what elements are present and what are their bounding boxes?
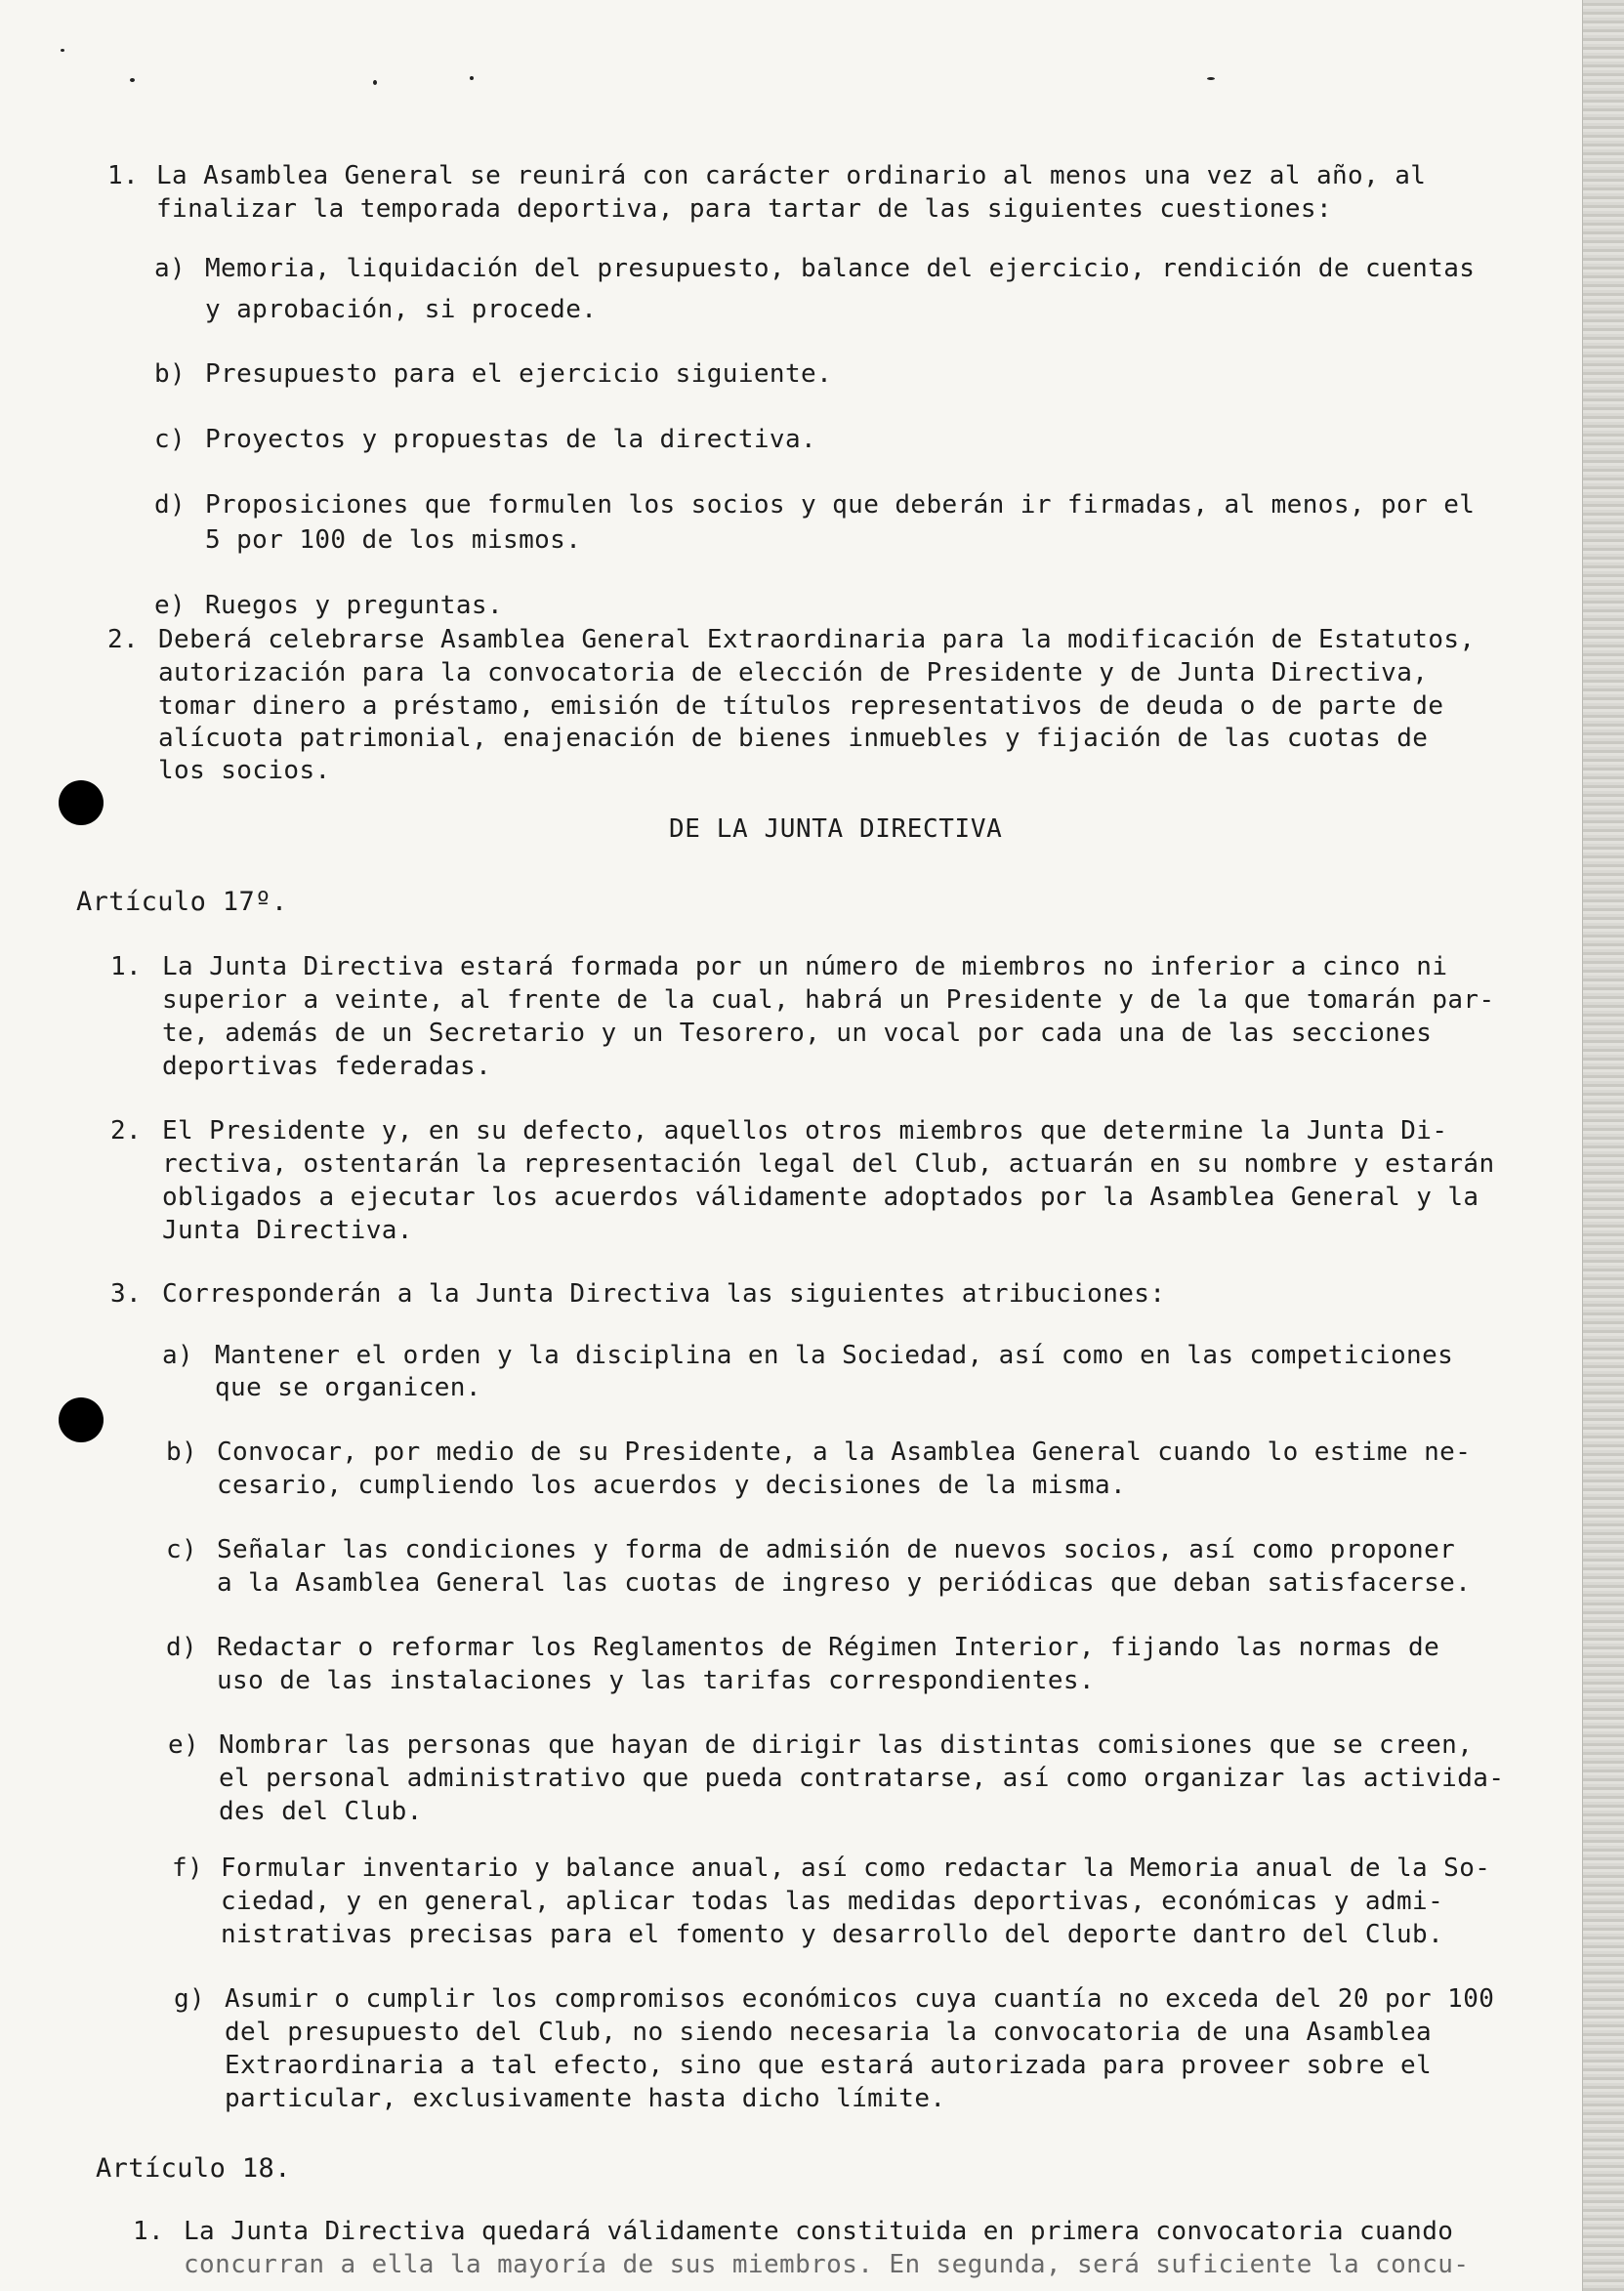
s1-item-label: b): [154, 359, 187, 389]
art17-p2-line: El Presidente y, en su defecto, aquellos otros miembros que determine la Junta Di-: [162, 1116, 1448, 1146]
art17-item-line: Convocar, por medio de su Presidente, a la Asamblea General cuando lo estime ne-: [217, 1437, 1472, 1467]
s1-item-line: Ruegos y preguntas.: [205, 591, 504, 620]
art17-item-label: d): [166, 1633, 198, 1662]
art17-item-line: Asumir o cumplir los compromisos económicos cuya cuantía no exceda del 20 por 100: [225, 1984, 1495, 2014]
s2-line: alícuota patrimonial, enajenación de bienes inmuebles y fijación de las cuotas de: [158, 724, 1429, 753]
punch-hole-bottom: [59, 1397, 104, 1442]
art18-p1-line: concurran a ella la mayoría de sus miembros. En segunda, será suficiente la concu-: [184, 2250, 1470, 2279]
art17-item-line: ciedad, y en general, aplicar todas las medidas deportivas, económicas y admi-: [221, 1887, 1444, 1916]
art17-item-label: e): [168, 1730, 200, 1760]
article-17-title: Artículo 17º.: [76, 887, 288, 917]
s1-item-label: e): [154, 591, 187, 620]
scan-speck: [373, 80, 377, 85]
section-heading: DE LA JUNTA DIRECTIVA: [669, 814, 1003, 844]
s1-item-label: a): [154, 254, 187, 283]
art17-item-line: Formular inventario y balance anual, así como redactar la Memoria anual de la So-: [221, 1854, 1491, 1883]
art17-p2-num: 2.: [110, 1116, 143, 1146]
scan-speck: [61, 49, 64, 52]
page-edge: [1582, 0, 1624, 2291]
s2-line: autorización para la convocatoria de elección de Presidente y de Junta Directiva,: [158, 658, 1429, 687]
art17-p1-line: te, además de un Secretario y un Tesorero, un vocal por cada una de las secciones: [162, 1019, 1433, 1048]
art17-item-label: g): [174, 1984, 206, 2014]
art17-item-label: f): [172, 1854, 204, 1883]
art17-item-line: particular, exclusivamente hasta dicho límite.: [225, 2084, 946, 2113]
art17-item-label: a): [162, 1341, 194, 1370]
s2-line: Deberá celebrarse Asamblea General Extraordinaria para la modificación de Estatutos,: [158, 625, 1476, 654]
art17-item-line: Nombrar las personas que hayan de dirigir las distintas comisiones que se creen,: [219, 1730, 1474, 1760]
art17-p1-line: superior a veinte, al frente de la cual, habrá un Presidente y de la que tomarán par-: [162, 985, 1495, 1015]
punch-hole-top: [59, 780, 104, 825]
s1-item-line: Memoria, liquidación del presupuesto, balance del ejercicio, rendición de cuentas: [205, 254, 1476, 283]
art17-item-line: cesario, cumpliendo los acuerdos y decisiones de la misma.: [217, 1471, 1127, 1500]
art17-p1-num: 1.: [110, 952, 143, 981]
art17-item-line: des del Club.: [219, 1797, 423, 1826]
art17-p1-line: deportivas federadas.: [162, 1052, 492, 1081]
s1-item-line: 5 por 100 de los mismos.: [205, 525, 582, 555]
art18-p1-num: 1.: [133, 2217, 165, 2246]
art18-p1-line: La Junta Directiva quedará válidamente constituida en primera convocatoria cuando: [184, 2217, 1454, 2246]
art17-p3-num: 3.: [110, 1279, 143, 1309]
s1-item-line: y aprobación, si procede.: [205, 295, 598, 324]
art17-item-label: b): [166, 1437, 198, 1467]
article-18-title: Artículo 18.: [96, 2153, 291, 2184]
art17-item-line: del presupuesto del Club, no siendo necesaria la convocatoria de una Asamblea: [225, 2018, 1433, 2047]
art17-item-line: Mantener el orden y la disciplina en la Sociedad, así como en las competiciones: [215, 1341, 1454, 1370]
scan-speck: [470, 76, 474, 80]
s1-num: 1.: [107, 161, 140, 190]
s1-item-line: Proposiciones que formulen los socios y que deberán ir firmadas, al menos, por el: [205, 490, 1476, 520]
art17-item-line: el personal administrativo que pueda contratarse, así como organizar las activida-: [219, 1764, 1505, 1793]
art17-p2-line: rectiva, ostentarán la representación legal del Club, actuarán en su nombre y estarán: [162, 1149, 1495, 1179]
art17-item-line: Redactar o reformar los Reglamentos de Régimen Interior, fijando las normas de: [217, 1633, 1440, 1662]
s2-line: tomar dinero a préstamo, emisión de títulos representativos de deuda o de parte de: [158, 691, 1444, 721]
art17-item-line: Extraordinaria a tal efecto, sino que estará autorizada para proveer sobre el: [225, 2051, 1433, 2080]
art17-item-line: a la Asamblea General las cuotas de ingreso y periódicas que deban satisfacerse.: [217, 1568, 1472, 1598]
s1-item-label: d): [154, 490, 187, 520]
s1-line: La Asamblea General se reunirá con carácter ordinario al menos una vez al año, al: [156, 161, 1427, 190]
s2-line: los socios.: [158, 756, 331, 785]
s1-item-line: Proyectos y propuestas de la directiva.: [205, 425, 817, 454]
scan-speck: [130, 78, 135, 82]
art17-p3-line: Corresponderán a la Junta Directiva las siguientes atribuciones:: [162, 1279, 1166, 1309]
art17-p2-line: Junta Directiva.: [162, 1216, 413, 1245]
s2-num: 2.: [107, 625, 140, 654]
art17-item-line: nistrativas precisas para el fomento y desarrollo del deporte dantro del Club.: [221, 1920, 1444, 1949]
art17-item-line: uso de las instalaciones y las tarifas correspondientes.: [217, 1666, 1095, 1695]
art17-item-label: c): [166, 1535, 198, 1564]
scan-speck: [1207, 77, 1215, 80]
s1-item-label: c): [154, 425, 187, 454]
s1-item-line: Presupuesto para el ejercicio siguiente.: [205, 359, 833, 389]
s1-line: finalizar la temporada deportiva, para tartar de las siguientes cuestiones:: [156, 194, 1332, 224]
art17-p1-line: La Junta Directiva estará formada por un número de miembros no inferior a cinco ni: [162, 952, 1448, 981]
art17-item-line: que se organicen.: [215, 1373, 481, 1402]
art17-item-line: Señalar las condiciones y forma de admisión de nuevos socios, así como proponer: [217, 1535, 1456, 1564]
art17-p2-line: obligados a ejecutar los acuerdos válidamente adoptados por la Asamblea General y la: [162, 1183, 1479, 1212]
